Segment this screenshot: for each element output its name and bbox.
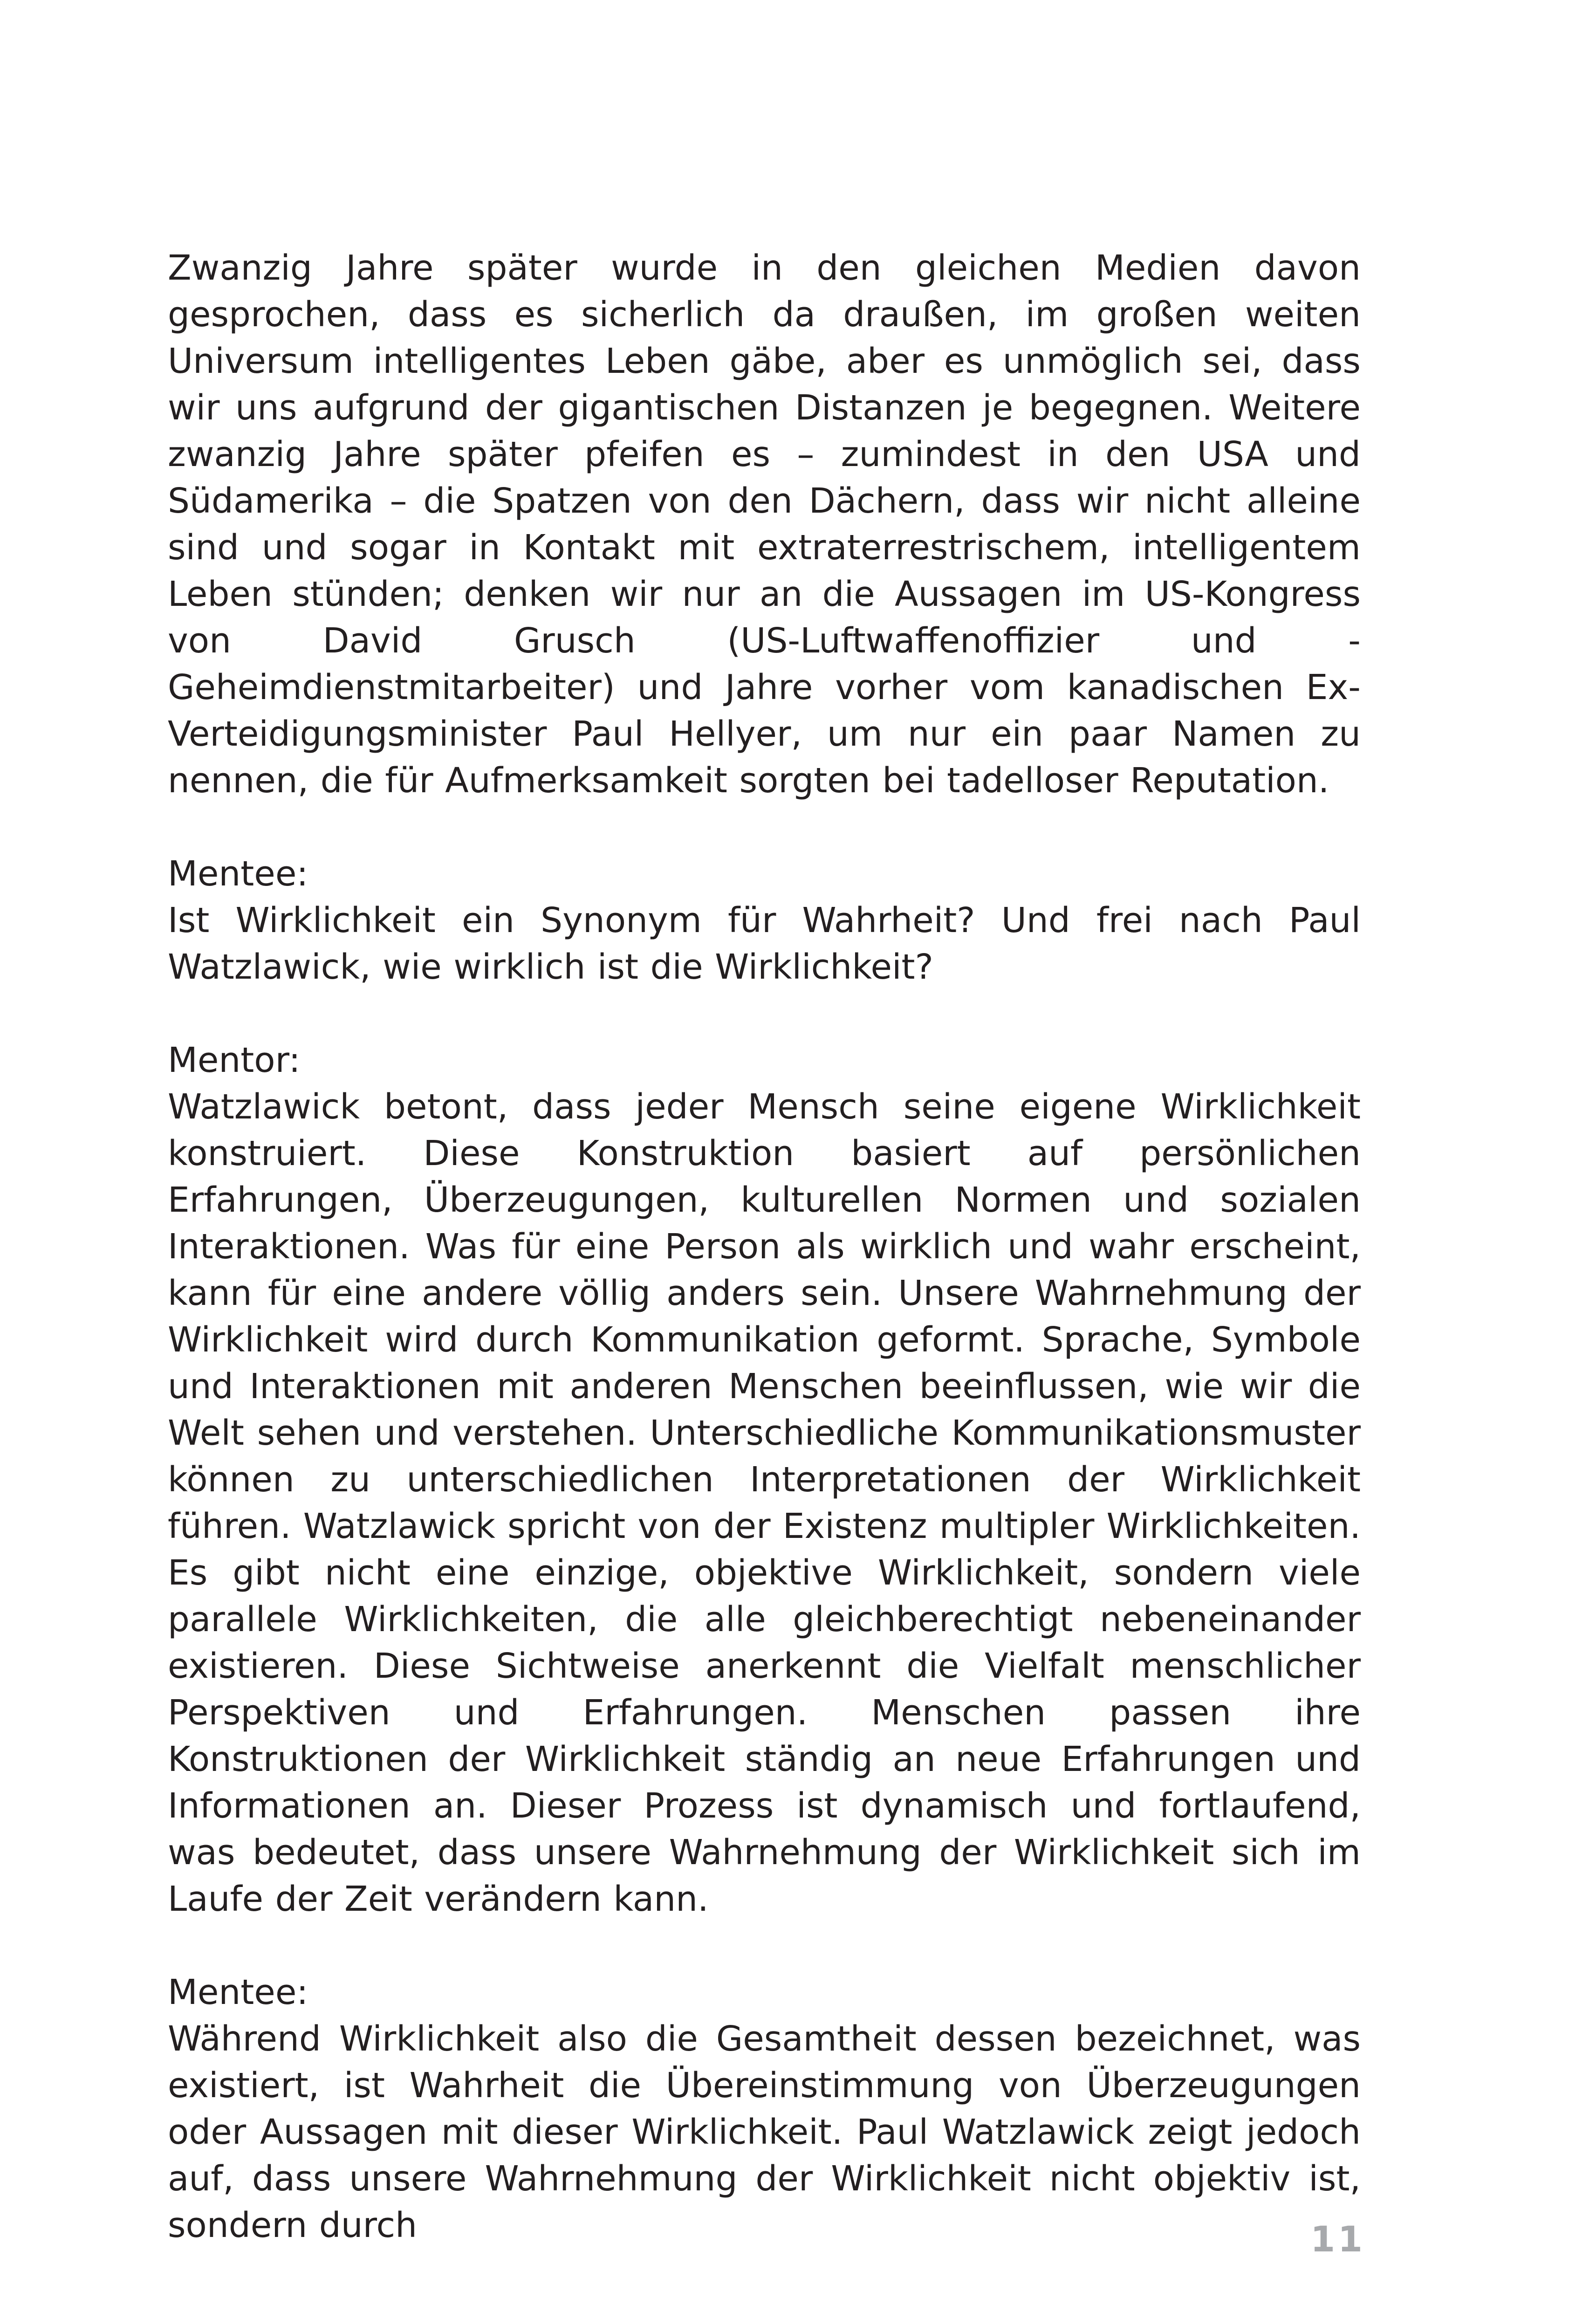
paragraph-gap [168, 804, 1361, 851]
mentee-question-1: Ist Wirklichkeit ein Synonym für Wahrheit? Und frei nach Paul Watzlawick, wie wirklich ist die Wirklichkeit? [168, 900, 1361, 987]
speaker-label-mentee-1: Mentee: [168, 854, 308, 894]
page-number: 11 [1310, 2218, 1365, 2260]
intro-paragraph: Zwanzig Jahre später wurde in den gleichen Medien davon gesprochen, dass es sicherlich da draußen, im großen weiten Universum intelligentes Leben gäbe, aber es unmöglich sei, dass wir uns aufgrund der gigantischen Distanzen je begegnen. Weitere zwanzig Jahre später pfeifen es – zumindest in den USA und Südamerika – die Spatzen von den Dächern, dass wir nicht alleine sind und sogar in Kontakt mit extraterrestrischem, intelligentem Leben stünden; denken wir nur an die Aussagen im US-Kongress von David Grusch (US-Luftwaffenoffizier und -Geheimdienstmitarbeiter) und Jahre vorher vom kanadischen Ex-Verteidigungsminister Paul Hellyer, um nur ein paar Namen zu nennen, die für Aufmerksamkeit sorgten bei tadelloser Reputation. [168, 248, 1361, 801]
mentor-answer: Watzlawick betont, dass jeder Mensch seine eigene Wirklichkeit konstruiert. Diese Konstruktion basiert auf persönlichen Erfahrungen, Überzeugungen, kulturellen Normen und sozialen Interaktionen. Was für eine Person als wirklich und wahr erscheint, kann für eine andere völlig anders sein. Unsere Wahrnehmung der Wirklichkeit wird durch Kommunikation geformt. Sprache, Symbole und Interaktionen mit anderen Menschen beeinflussen, wie wir die Welt sehen und verstehen. Unterschiedliche Kommunikationsmuster können zu unterschiedlichen Interpretationen der Wirklichkeit führen. Watzlawick spricht von der Existenz multipler Wirklichkeiten. Es gibt nicht eine einzige, objektive Wirklichkeit, sondern viele parallele Wirklichkeiten, die alle gleichberechtigt nebeneinander existieren. Diese Sichtweise anerkennt die Vielfalt menschlicher Perspektiven und Erfahrungen. Menschen passen ihre Konstruktionen der Wirklichkeit ständig an neue Erfahrungen und Informationen an. Dieser Prozess ist dynamisch und fortlaufend, was bedeutet, dass unsere Wahrnehmung der Wirklichkeit sich im Laufe der Zeit verändern kann. [168, 1087, 1361, 1919]
paragraph-gap [168, 1922, 1361, 1969]
paragraph-gap [168, 990, 1361, 1037]
speaker-label-mentee-2: Mentee: [168, 1972, 308, 2012]
speaker-label-mentor: Mentor: [168, 1040, 301, 1080]
body-text [168, 245, 1361, 2249]
mentee-statement-2: Während Wirklichkeit also die Gesamtheit dessen bezeichnet, was existiert, ist Wahrheit die Übereinstimmung von Überzeugungen oder Aussagen mit dieser Wirklichkeit. Paul Watzlawick zeigt jedoch auf, dass unsere Wahrnehmung der Wirklichkeit nicht objektiv ist, sondern durch [168, 2019, 1361, 2245]
